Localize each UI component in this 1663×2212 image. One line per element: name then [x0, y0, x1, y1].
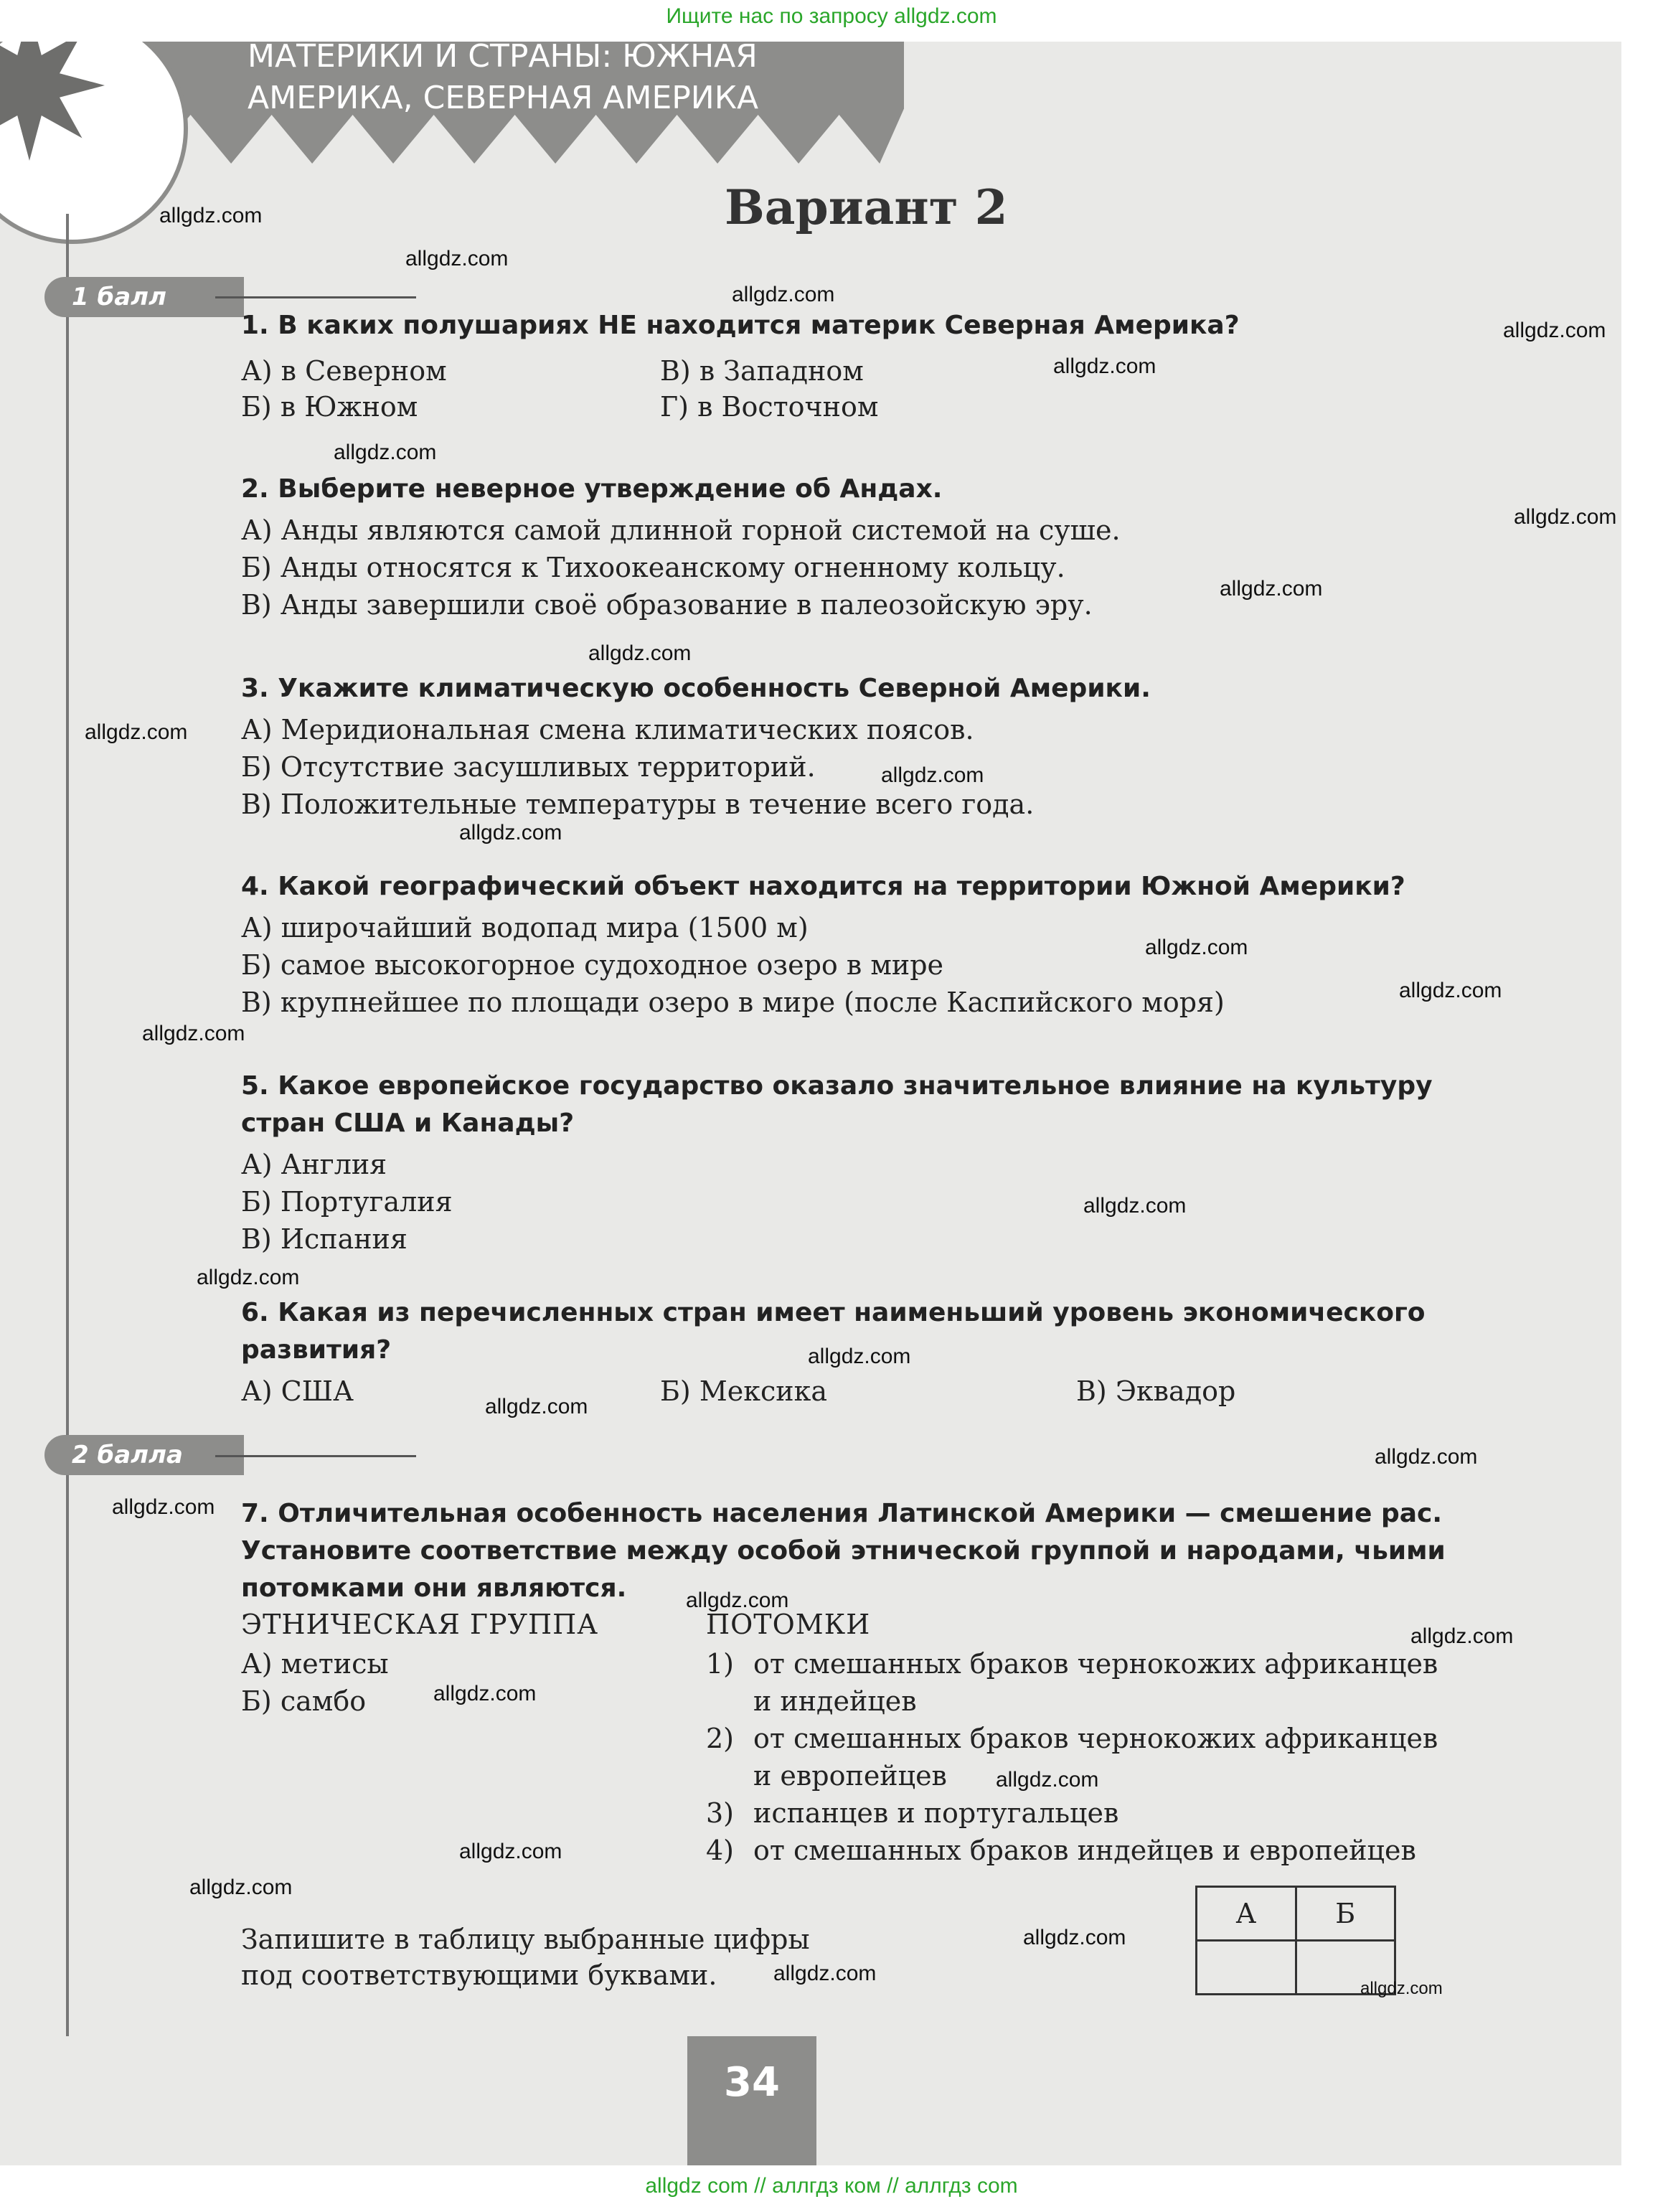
watermark: allgdz.com — [197, 1266, 300, 1289]
q7-left-b: Б) самбо — [241, 1685, 367, 1717]
watermark: allgdz.com — [159, 204, 263, 227]
column-title-descendants: ПОТОМКИ — [706, 1609, 871, 1640]
watermark: allgdz.com — [1375, 1445, 1478, 1469]
answer-table-header-b: Б — [1296, 1887, 1395, 1941]
q7-right-3-line1: испанцев и португальцев — [753, 1797, 1119, 1829]
points-badge-1: 1 балл — [44, 277, 244, 317]
q7-right-4-line1: от смешанных браков индейцев и европейцев — [753, 1835, 1416, 1866]
question-2: 2. Выберите неверное утверждение об Андах. — [241, 474, 943, 504]
q5-option-b: Б) Португалия — [241, 1186, 453, 1218]
q1-option-a: А) в Северном — [241, 355, 447, 387]
watermark: allgdz.com — [808, 1345, 911, 1368]
watermark: allgdz.com — [189, 1876, 293, 1899]
question-4: 4. Какой географический объект находится на территории Южной Америки? — [241, 872, 1405, 901]
page-number: 34 — [687, 2036, 816, 2165]
answer-cell-a[interactable] — [1197, 1941, 1296, 1995]
watermark: allgdz.com — [485, 1395, 588, 1418]
q4-option-v: В) крупнейшее по площади озеро в мире (после Каспийского моря) — [241, 987, 1225, 1018]
q7-right-2-num: 2) — [706, 1723, 735, 1754]
q1-option-b: Б) в Южном — [241, 391, 418, 423]
q6-option-a: А) США — [241, 1375, 354, 1407]
q6-option-v: В) Эквадор — [1076, 1375, 1236, 1407]
q7-instruction-line2: под соответствующими буквами. — [241, 1959, 717, 1991]
q2-option-a: А) Анды являются самой длинной горной системой на суше. — [241, 514, 1121, 546]
q7-right-2-line1: от смешанных браков чернокожих африканцев — [753, 1723, 1438, 1754]
q1-option-g: Г) в Восточном — [660, 391, 879, 423]
watermark: allgdz.com — [1083, 1194, 1187, 1218]
watermark: allgdz.com — [686, 1589, 789, 1612]
question-6: 6. Какая из перечисленных стран имеет наименьший уровень экономического развития? — [241, 1298, 1426, 1365]
divider — [215, 296, 416, 298]
watermark: allgdz.com — [112, 1495, 215, 1519]
watermark: allgdz.com — [1023, 1926, 1126, 1949]
watermark: allgdz.com — [433, 1682, 537, 1705]
chapter-title — [248, 42, 836, 119]
watermark: allgdz.com — [459, 821, 562, 844]
q3-option-b: Б) Отсутствие засушливых территорий. — [241, 751, 816, 783]
workbook-page — [0, 42, 1621, 2165]
q3-option-a: А) Меридиональная смена климатических поясов. — [241, 714, 974, 745]
chapter-title-line2: АМЕРИКА, СЕВЕРНАЯ АМЕРИКА — [248, 80, 759, 116]
variant-title: Вариант 2 — [725, 179, 1008, 235]
watermark: allgdz.com — [1145, 936, 1248, 959]
question-1: 1. В каких полушариях НЕ находится материк Северная Америка? — [241, 311, 1240, 340]
star-icon — [0, 42, 105, 161]
watermark: allgdz.com — [1514, 505, 1617, 529]
q4-option-a: А) широчайший водопад мира (1500 м) — [241, 912, 809, 943]
column-title-ethnic-group: ЭТНИЧЕСКАЯ ГРУППА — [241, 1609, 599, 1640]
q7-right-1-line1: от смешанных браков чернокожих африканцев — [753, 1648, 1438, 1680]
points-badge-2: 2 балла — [44, 1435, 244, 1475]
watermark: allgdz.com — [459, 1840, 562, 1863]
question-3: 3. Укажите климатическую особенность Северной Америки. — [241, 674, 1151, 703]
q7-right-4-num: 4) — [706, 1835, 735, 1866]
q7-right-1-line2: и индейцев — [753, 1685, 917, 1717]
watermark: allgdz.com — [1503, 319, 1606, 342]
watermark: allgdz.com — [996, 1768, 1099, 1792]
watermark: allgdz.com — [1053, 354, 1156, 378]
q4-option-b: Б) самое высокогорное судоходное озеро в мире — [241, 949, 944, 981]
q5-option-v: В) Испания — [241, 1223, 407, 1255]
watermark: allgdz.com — [405, 247, 509, 270]
q1-option-v: В) в Западном — [660, 355, 864, 387]
watermark: allgdz.com — [1399, 979, 1502, 1002]
divider — [215, 1455, 416, 1457]
watermark: allgdz.com — [773, 1962, 877, 1985]
site-notice-bottom: allgdz com // аллгдз ком // аллгдз com — [645, 2174, 1018, 2198]
watermark: allgdz.com — [732, 283, 835, 306]
chapter-title-line1: МАТЕРИКИ И СТРАНЫ: ЮЖНАЯ — [248, 42, 758, 75]
q3-option-v: В) Положительные температуры в течение всего года. — [241, 789, 1035, 820]
q7-right-3-num: 3) — [706, 1797, 735, 1829]
watermark: allgdz.com — [588, 641, 692, 665]
question-7: 7. Отличительная особенность населения Латинской Америки — смешение рас. Установите соответствие между особой этнической группой и народами, чьими потомками они являются. — [241, 1499, 1446, 1603]
watermark: allgdz.com — [85, 720, 188, 744]
watermark: allgdz.com — [142, 1022, 245, 1045]
watermark: allgdz.com — [881, 763, 984, 787]
q2-option-v: В) Анды завершили своё образование в палеозойскую эру. — [241, 589, 1093, 621]
site-notice-top: Ищите нас по запросу allgdz.com — [666, 4, 997, 28]
margin-line — [66, 214, 69, 2036]
watermark: allgdz.com — [334, 441, 437, 464]
q5-option-a: А) Англия — [241, 1149, 387, 1180]
watermark: allgdz.com — [1220, 577, 1323, 601]
answer-table-header-a: А — [1197, 1887, 1296, 1941]
q7-left-a: А) метисы — [241, 1648, 389, 1680]
q7-instruction-line1: Запишите в таблицу выбранные цифры — [241, 1924, 810, 1955]
watermark: allgdz.com — [1360, 1979, 1443, 1998]
q2-option-b: Б) Анды относятся к Тихоокеанскому огненному кольцу. — [241, 552, 1065, 583]
q6-option-b: Б) Мексика — [660, 1375, 827, 1407]
watermark: allgdz.com — [1410, 1624, 1514, 1648]
question-5: 5. Какое европейское государство оказало значительное влияние на культуру стран США и Канады? — [241, 1071, 1433, 1138]
q7-right-2-line2: и европейцев — [753, 1760, 947, 1792]
q7-right-1-num: 1) — [706, 1648, 735, 1680]
